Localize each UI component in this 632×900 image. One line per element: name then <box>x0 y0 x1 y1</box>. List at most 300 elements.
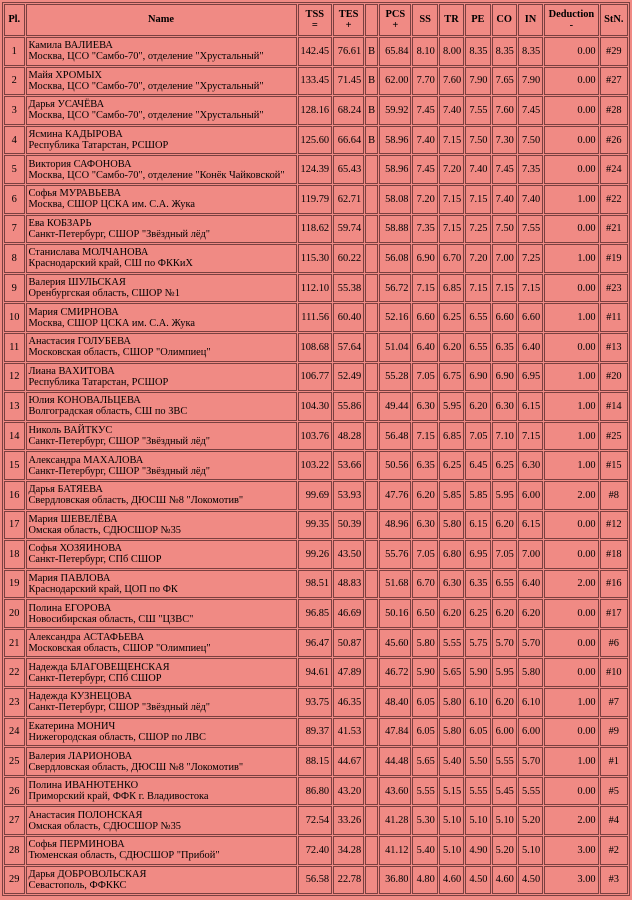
cell-start-number: #14 <box>600 392 628 421</box>
skater-name: Полина ИВАНЮТЕНКО <box>28 780 139 792</box>
skater-name: Юлия КОНОВАЛЬЦЕВА <box>28 395 141 407</box>
cell-co: 7.60 <box>492 96 517 125</box>
cell-in: 7.15 <box>518 422 543 451</box>
cell-tes: 43.50 <box>333 540 364 569</box>
cell-ss: 7.05 <box>412 540 437 569</box>
cell-ss: 6.70 <box>412 570 437 599</box>
cell-start-number: #25 <box>600 422 628 451</box>
cell-place: 16 <box>4 481 25 510</box>
cell-tss: 88.15 <box>298 747 333 776</box>
cell-pcs: 45.60 <box>379 629 411 658</box>
cell-pe: 5.75 <box>465 629 490 658</box>
cell-tr: 8.00 <box>439 37 464 66</box>
cell-pcs: 58.96 <box>379 126 411 155</box>
table-row <box>4 37 628 66</box>
skater-name: Анастасия ПОЛОНСКАЯ <box>28 809 143 821</box>
cell-ss: 7.20 <box>412 185 437 214</box>
cell-ss: 7.45 <box>412 96 437 125</box>
cell-place: 15 <box>4 451 25 480</box>
cell-bonus: B <box>365 126 378 155</box>
cell-ss: 7.45 <box>412 155 437 184</box>
cell-in: 6.00 <box>518 718 543 747</box>
cell-tes: 59.74 <box>333 215 364 244</box>
cell-co: 6.20 <box>492 511 517 540</box>
cell-tes: 48.28 <box>333 422 364 451</box>
cell-start-number: #26 <box>600 126 628 155</box>
cell-ss: 5.30 <box>412 806 437 835</box>
cell-co: 5.10 <box>492 806 517 835</box>
skater-club: Москва, ЦСО "Самбо-70", отделение "Хрустальный" <box>28 80 264 92</box>
cell-pe: 5.50 <box>465 747 490 776</box>
cell-name <box>26 836 297 865</box>
skater-club: Новосибирская область, СШ "ЦЗВС" <box>28 613 194 625</box>
skater-name: Мария ПАВЛОВА <box>28 572 111 584</box>
header-ss: SS <box>412 4 437 36</box>
cell-tr: 5.95 <box>439 392 464 421</box>
cell-tes: 50.87 <box>333 629 364 658</box>
header-stn: StN. <box>600 4 628 36</box>
cell-tes: 57.64 <box>333 333 364 362</box>
cell-start-number: #2 <box>600 836 628 865</box>
cell-pe: 6.55 <box>465 333 490 362</box>
cell-co: 7.45 <box>492 155 517 184</box>
cell-pe: 7.15 <box>465 274 490 303</box>
cell-deduction: 1.00 <box>544 688 598 717</box>
cell-tr: 6.30 <box>439 570 464 599</box>
cell-name <box>26 570 297 599</box>
cell-pe: 6.45 <box>465 451 490 480</box>
cell-pe: 6.95 <box>465 540 490 569</box>
header-in: IN <box>518 4 543 36</box>
cell-in: 7.45 <box>518 96 543 125</box>
cell-start-number: #20 <box>600 363 628 392</box>
table-row <box>4 155 628 184</box>
table-row <box>4 806 628 835</box>
cell-co: 7.05 <box>492 540 517 569</box>
cell-pe: 4.50 <box>465 866 490 895</box>
cell-deduction: 0.00 <box>544 511 598 540</box>
cell-in: 6.15 <box>518 511 543 540</box>
cell-ss: 6.05 <box>412 688 437 717</box>
cell-start-number: #15 <box>600 451 628 480</box>
table-row <box>4 777 628 806</box>
header-tes-sign: + <box>345 20 352 31</box>
skater-club: Москва, СШОР ЦСКА им. С.А. Жука <box>28 199 195 211</box>
cell-tr: 5.40 <box>439 747 464 776</box>
table-row <box>4 570 628 599</box>
table-row <box>4 629 628 658</box>
cell-tes: 41.53 <box>333 718 364 747</box>
cell-pe: 7.20 <box>465 244 490 273</box>
cell-deduction: 2.00 <box>544 481 598 510</box>
cell-co: 8.35 <box>492 37 517 66</box>
cell-bonus <box>365 451 378 480</box>
cell-pcs: 58.08 <box>379 185 411 214</box>
cell-deduction: 0.00 <box>544 629 598 658</box>
cell-bonus <box>365 185 378 214</box>
header-tss <box>298 4 333 36</box>
cell-ss: 8.10 <box>412 37 437 66</box>
skater-club: Приморский край, ФФК г. Владивостока <box>28 791 209 803</box>
table-row <box>4 67 628 96</box>
cell-tr: 7.20 <box>439 155 464 184</box>
skater-club: Тюменская область, СДЮСШОР "Прибой" <box>28 850 220 862</box>
cell-pe: 5.55 <box>465 777 490 806</box>
cell-place: 21 <box>4 629 25 658</box>
cell-bonus <box>365 244 378 273</box>
skater-club: Москва, ЦСО "Самбо-70", отделение "Конёк Чайковской" <box>28 169 285 181</box>
cell-co: 6.90 <box>492 363 517 392</box>
cell-ss: 7.40 <box>412 126 437 155</box>
cell-tr: 6.20 <box>439 333 464 362</box>
cell-start-number: #22 <box>600 185 628 214</box>
cell-pcs: 41.28 <box>379 806 411 835</box>
cell-in: 6.30 <box>518 451 543 480</box>
skater-club: Свердловская область, ДЮСШ №8 "Локомотив" <box>28 495 244 507</box>
skater-club: Краснодарский край, СШ по ФККиХ <box>28 258 193 270</box>
cell-in: 7.00 <box>518 540 543 569</box>
cell-bonus <box>365 392 378 421</box>
cell-tss: 124.39 <box>298 155 333 184</box>
cell-co: 6.30 <box>492 392 517 421</box>
cell-tr: 6.25 <box>439 451 464 480</box>
cell-deduction: 0.00 <box>544 777 598 806</box>
cell-in: 6.60 <box>518 303 543 332</box>
cell-name <box>26 126 297 155</box>
cell-bonus <box>365 599 378 628</box>
cell-co: 4.60 <box>492 866 517 895</box>
cell-tes: 47.89 <box>333 658 364 687</box>
cell-place: 8 <box>4 244 25 273</box>
cell-place: 23 <box>4 688 25 717</box>
cell-name <box>26 37 297 66</box>
skater-club: Омская область, СДЮСШОР №35 <box>28 820 181 832</box>
cell-name <box>26 629 297 658</box>
cell-pe: 4.90 <box>465 836 490 865</box>
skater-name: Ева КОБЗАРЬ <box>28 217 92 229</box>
cell-tr: 7.60 <box>439 67 464 96</box>
skater-club: Москва, СШОР ЦСКА им. С.А. Жука <box>28 317 195 329</box>
cell-name <box>26 777 297 806</box>
cell-in: 7.50 <box>518 126 543 155</box>
cell-ss: 7.15 <box>412 422 437 451</box>
header-bonus <box>365 4 378 36</box>
cell-in: 7.25 <box>518 244 543 273</box>
cell-place: 1 <box>4 37 25 66</box>
cell-pe: 7.15 <box>465 185 490 214</box>
cell-ss: 6.30 <box>412 511 437 540</box>
cell-pe: 7.05 <box>465 422 490 451</box>
cell-name <box>26 747 297 776</box>
cell-deduction: 3.00 <box>544 836 598 865</box>
cell-pcs: 51.68 <box>379 570 411 599</box>
table-row <box>4 303 628 332</box>
cell-tss: 115.30 <box>298 244 333 273</box>
cell-co: 7.50 <box>492 215 517 244</box>
cell-deduction: 0.00 <box>544 155 598 184</box>
cell-bonus <box>365 274 378 303</box>
cell-bonus <box>365 511 378 540</box>
header-pcs-sign: + <box>392 20 399 31</box>
header-tes <box>333 4 364 36</box>
cell-in: 6.15 <box>518 392 543 421</box>
cell-tr: 4.60 <box>439 866 464 895</box>
cell-place: 19 <box>4 570 25 599</box>
cell-place: 11 <box>4 333 25 362</box>
cell-co: 5.45 <box>492 777 517 806</box>
header-deduction-sign: - <box>569 20 574 31</box>
cell-pcs: 41.12 <box>379 836 411 865</box>
skater-name: Мария ШЕВЕЛЁВА <box>28 513 118 525</box>
cell-co: 6.25 <box>492 451 517 480</box>
header-pl: Pl. <box>4 4 25 36</box>
cell-place: 28 <box>4 836 25 865</box>
cell-in: 6.40 <box>518 333 543 362</box>
cell-pcs: 49.44 <box>379 392 411 421</box>
cell-in: 5.10 <box>518 836 543 865</box>
cell-tr: 5.80 <box>439 511 464 540</box>
cell-ss: 6.40 <box>412 333 437 362</box>
cell-pe: 6.55 <box>465 303 490 332</box>
cell-bonus <box>365 806 378 835</box>
cell-pcs: 52.16 <box>379 303 411 332</box>
skater-club: Московская область, СШОР "Олимпиец" <box>28 347 211 359</box>
cell-tss: 93.75 <box>298 688 333 717</box>
cell-pcs: 59.92 <box>379 96 411 125</box>
skater-club: Санкт-Петербург, СШОР "Звёздный лёд" <box>28 465 211 477</box>
cell-pcs: 65.84 <box>379 37 411 66</box>
cell-tss: 99.35 <box>298 511 333 540</box>
cell-name <box>26 274 297 303</box>
cell-tss: 103.22 <box>298 451 333 480</box>
header-name: Name <box>26 4 297 36</box>
cell-in: 8.35 <box>518 37 543 66</box>
cell-pcs: 62.00 <box>379 67 411 96</box>
cell-deduction: 2.00 <box>544 806 598 835</box>
cell-tr: 7.15 <box>439 185 464 214</box>
cell-deduction: 3.00 <box>544 866 598 895</box>
skater-name: Софья ХОЗЯИНОВА <box>28 543 122 555</box>
cell-name <box>26 658 297 687</box>
cell-ss: 6.05 <box>412 718 437 747</box>
cell-pe: 6.20 <box>465 392 490 421</box>
header-deduction <box>544 4 598 36</box>
cell-bonus <box>365 333 378 362</box>
cell-tss: 72.54 <box>298 806 333 835</box>
cell-deduction: 0.00 <box>544 126 598 155</box>
cell-tr: 5.85 <box>439 481 464 510</box>
cell-deduction: 1.00 <box>544 244 598 273</box>
cell-tss: 125.60 <box>298 126 333 155</box>
cell-pcs: 50.56 <box>379 451 411 480</box>
cell-start-number: #27 <box>600 67 628 96</box>
cell-deduction: 0.00 <box>544 333 598 362</box>
cell-co: 6.20 <box>492 599 517 628</box>
cell-start-number: #13 <box>600 333 628 362</box>
table-row <box>4 688 628 717</box>
cell-name <box>26 244 297 273</box>
cell-name <box>26 96 297 125</box>
cell-place: 6 <box>4 185 25 214</box>
skater-name: Майя ХРОМЫХ <box>28 69 103 81</box>
cell-tss: 111.56 <box>298 303 333 332</box>
skater-name: Николь ВАЙТКУС <box>28 425 113 436</box>
cell-bonus: B <box>365 67 378 96</box>
cell-tr: 5.80 <box>439 688 464 717</box>
cell-ss: 7.35 <box>412 215 437 244</box>
skater-name: Лиана ВАХИТОВА <box>28 365 115 377</box>
cell-place: 18 <box>4 540 25 569</box>
cell-bonus <box>365 718 378 747</box>
cell-name <box>26 303 297 332</box>
cell-tss: 133.45 <box>298 67 333 96</box>
cell-tr: 7.40 <box>439 96 464 125</box>
cell-place: 5 <box>4 155 25 184</box>
cell-start-number: #28 <box>600 96 628 125</box>
cell-bonus <box>365 303 378 332</box>
skater-name: Софья МУРАВЬЕВА <box>28 188 122 200</box>
cell-co: 6.35 <box>492 333 517 362</box>
cell-in: 5.80 <box>518 658 543 687</box>
table-row <box>4 363 628 392</box>
cell-co: 7.40 <box>492 185 517 214</box>
cell-name <box>26 481 297 510</box>
cell-ss: 7.05 <box>412 363 437 392</box>
cell-tr: 6.85 <box>439 274 464 303</box>
cell-pcs: 44.48 <box>379 747 411 776</box>
cell-tss: 72.40 <box>298 836 333 865</box>
table-row <box>4 511 628 540</box>
cell-pcs: 51.04 <box>379 333 411 362</box>
cell-pcs: 46.72 <box>379 658 411 687</box>
cell-name <box>26 599 297 628</box>
skater-club: Санкт-Петербург, СШОР "Звёздный лёд" <box>28 702 211 714</box>
table-row <box>4 392 628 421</box>
cell-pcs: 58.96 <box>379 155 411 184</box>
cell-name <box>26 718 297 747</box>
cell-name <box>26 511 297 540</box>
cell-name <box>26 688 297 717</box>
cell-tes: 76.61 <box>333 37 364 66</box>
skater-name: Дарья БАТЯЕВА <box>28 484 103 496</box>
cell-in: 6.40 <box>518 570 543 599</box>
skater-name: Станислава МОЛЧАНОВА <box>28 247 149 259</box>
cell-co: 7.30 <box>492 126 517 155</box>
cell-co: 6.00 <box>492 718 517 747</box>
cell-deduction: 0.00 <box>544 718 598 747</box>
cell-co: 5.95 <box>492 658 517 687</box>
skater-club: Свердловская область, ДЮСШ №8 "Локомотив" <box>28 761 244 773</box>
cell-pcs: 47.76 <box>379 481 411 510</box>
cell-bonus <box>365 215 378 244</box>
cell-bonus: B <box>365 96 378 125</box>
cell-bonus <box>365 866 378 895</box>
cell-in: 6.00 <box>518 481 543 510</box>
cell-pe: 6.25 <box>465 599 490 628</box>
skater-name: Софья ПЕРМИНОВА <box>28 839 125 851</box>
cell-tss: 99.69 <box>298 481 333 510</box>
cell-tes: 52.49 <box>333 363 364 392</box>
cell-pe: 7.55 <box>465 96 490 125</box>
cell-start-number: #5 <box>600 777 628 806</box>
cell-deduction: 2.00 <box>544 570 598 599</box>
cell-in: 7.15 <box>518 274 543 303</box>
cell-pcs: 48.40 <box>379 688 411 717</box>
cell-ss: 6.50 <box>412 599 437 628</box>
cell-ss: 6.20 <box>412 481 437 510</box>
cell-place: 14 <box>4 422 25 451</box>
cell-pe: 7.40 <box>465 155 490 184</box>
cell-tes: 68.24 <box>333 96 364 125</box>
cell-deduction: 0.00 <box>544 96 598 125</box>
cell-start-number: #24 <box>600 155 628 184</box>
cell-bonus <box>365 155 378 184</box>
cell-bonus <box>365 422 378 451</box>
cell-name <box>26 185 297 214</box>
skater-name: Дарья ДОБРОВОЛЬСКАЯ <box>28 868 147 880</box>
cell-bonus <box>365 747 378 776</box>
cell-tes: 43.20 <box>333 777 364 806</box>
skater-club: Нижегородская область, СШОР по ЛВС <box>28 731 206 743</box>
cell-bonus <box>365 540 378 569</box>
cell-ss: 6.35 <box>412 451 437 480</box>
cell-bonus <box>365 836 378 865</box>
cell-tr: 6.75 <box>439 363 464 392</box>
cell-name <box>26 806 297 835</box>
cell-place: 24 <box>4 718 25 747</box>
cell-ss: 5.65 <box>412 747 437 776</box>
skater-club: Краснодарский край, ЦОП по ФК <box>28 583 178 595</box>
skater-name: Дарья УСАЧЁВА <box>28 99 105 111</box>
cell-tr: 5.65 <box>439 658 464 687</box>
cell-start-number: #18 <box>600 540 628 569</box>
table-row <box>4 481 628 510</box>
table-row <box>4 451 628 480</box>
results-body <box>4 37 628 894</box>
cell-co: 7.10 <box>492 422 517 451</box>
cell-pcs: 56.08 <box>379 244 411 273</box>
cell-bonus <box>365 570 378 599</box>
cell-co: 7.65 <box>492 67 517 96</box>
cell-bonus <box>365 688 378 717</box>
cell-tes: 53.93 <box>333 481 364 510</box>
skater-club: Москва, ЦСО "Самбо-70", отделение "Хрустальный" <box>28 51 264 63</box>
header-tes-label: TES <box>338 8 359 20</box>
cell-tss: 104.30 <box>298 392 333 421</box>
cell-place: 7 <box>4 215 25 244</box>
cell-start-number: #23 <box>600 274 628 303</box>
cell-deduction: 0.00 <box>544 67 598 96</box>
table-row <box>4 599 628 628</box>
header-pe: PE <box>465 4 490 36</box>
skater-name: Анастасия ГОЛУБЕВА <box>28 336 131 348</box>
cell-tes: 55.38 <box>333 274 364 303</box>
cell-tr: 6.70 <box>439 244 464 273</box>
cell-tr: 7.15 <box>439 126 464 155</box>
cell-pcs: 50.16 <box>379 599 411 628</box>
cell-tss: 128.16 <box>298 96 333 125</box>
header-pcs <box>379 4 411 36</box>
cell-deduction: 0.00 <box>544 599 598 628</box>
table-row <box>4 244 628 273</box>
cell-place: 2 <box>4 67 25 96</box>
cell-pcs: 55.76 <box>379 540 411 569</box>
cell-tes: 66.64 <box>333 126 364 155</box>
cell-in: 7.35 <box>518 155 543 184</box>
cell-place: 13 <box>4 392 25 421</box>
cell-tes: 53.66 <box>333 451 364 480</box>
header-deduction-label: Deduction <box>548 8 595 20</box>
